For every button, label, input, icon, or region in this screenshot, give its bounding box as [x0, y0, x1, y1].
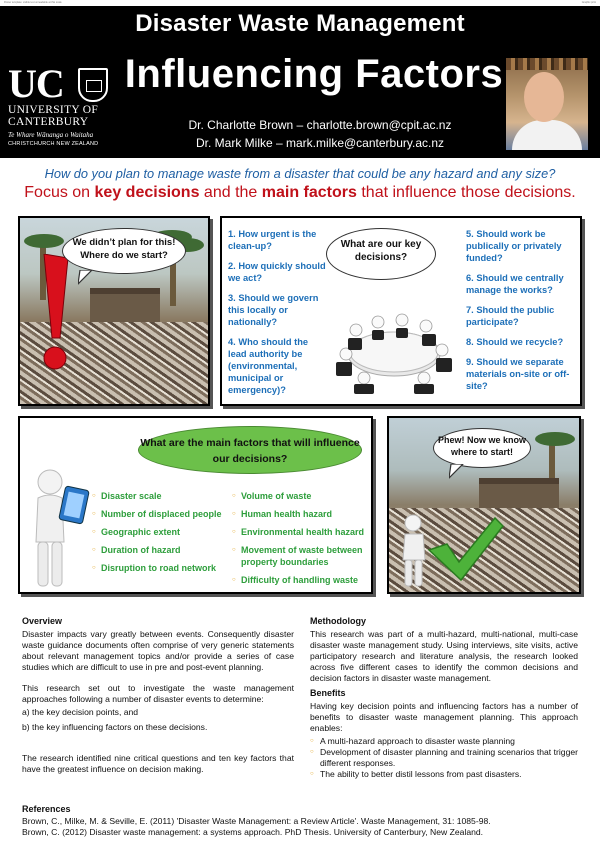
panel-disaster-scene: [18, 216, 210, 406]
factor-item: ○ Duration of hazard: [92, 544, 232, 556]
authors: [160, 116, 480, 152]
poster-header: [0, 6, 600, 158]
methodology-benefits-section: [310, 616, 578, 780]
logo-letters: UC: [8, 61, 64, 106]
focus-key-decisions: key decisions: [94, 184, 200, 201]
author-1: Dr. Charlotte Brown – charlotte.brown@cpit.ac.nz: [188, 118, 452, 132]
meeting-table-icon: [334, 292, 454, 396]
overview-paragraph-2: This research set out to investigate the waste management approaches following a number of disaster events to determine:: [22, 683, 294, 704]
logo-city: CHRISTCHURCH NEW ZEALAND: [8, 141, 99, 147]
references-section: [22, 804, 582, 839]
overview-paragraph-1: Disaster impacts vary greatly between events. Consequently disaster waste guidance documents often comprise of very generic statements about relevant management topics and/or provide a series of case studies which are difficult to use in pre and post-event planning.: [22, 629, 294, 672]
factor-item: ○ Volume of waste: [232, 490, 370, 502]
speech-bubble-start: We didn’t plan for this! Where do we start?: [62, 228, 186, 274]
factors-left-list: [92, 490, 232, 580]
crest-icon: [78, 68, 108, 102]
overview-section: [22, 616, 294, 785]
factors-right-list: [232, 490, 370, 592]
focus-mid: and the: [199, 184, 262, 201]
bubble-tail-icon: [78, 270, 98, 286]
university-logo: [8, 61, 120, 154]
focus-post: that influence those decisions.: [356, 184, 576, 201]
intro-question: How do you plan to manage waste from a disaster that could be any hazard and any size?: [44, 166, 556, 181]
benefits-list: [310, 736, 578, 780]
benefits-paragraph: Having key decision points and influencing factors has a number of benefits to disaster waste management planning. This approach enables:: [310, 701, 578, 733]
speech-bubble-factors: What are the main factors that will influence our decisions?: [138, 426, 362, 474]
benefit-item: ○ A multi-hazard approach to disaster waste planning: [310, 736, 578, 747]
panel-main-factors: [18, 416, 373, 594]
person-with-tablet-icon: [28, 468, 92, 590]
question-item: 3. Should we govern this locally or nationally?: [228, 293, 319, 327]
question-item: 1. How urgent is the clean-up?: [228, 229, 317, 251]
factor-item: ○ Human health hazard: [232, 508, 370, 520]
factor-item: ○ Movement of waste between property boundaries: [232, 544, 370, 568]
shirt-graphic: [512, 120, 582, 150]
factor-item: ○ Geographic extent: [92, 526, 232, 538]
speech-bubble-phew: Phew! Now we know where to start!: [433, 428, 531, 468]
question-item: 7. Should the public participate?: [466, 305, 555, 327]
question-item: 5. Should work be publically or privately funded?: [466, 229, 562, 263]
author-2: Dr. Mark Milke – mark.milke@canterbury.ac.nz: [195, 136, 444, 150]
reference-2: Brown, C. (2012) Disaster waste management: a systems approach. PhD Thesis. University of Canterbury, New Zealand.: [22, 827, 484, 837]
overview-paragraph-3: The research identified nine critical questions and ten key factors that have the greatest influence on decision making.: [22, 753, 294, 774]
focus-main-factors: main factors: [261, 184, 357, 201]
overview-point-a: a) the key decision points, and: [22, 707, 139, 717]
benefit-item: ○ Development of disaster planning and training scenarios that trigger different responses.: [310, 747, 578, 769]
question-item: 8. Should we recycle?: [466, 337, 564, 347]
benefit-item: ○ The ability to better distil lessons from past disasters.: [310, 769, 578, 780]
panel-key-decisions: [220, 216, 582, 406]
author-photo: [506, 58, 588, 150]
focus-pre: Focus on: [24, 184, 95, 201]
overview-heading: Overview: [22, 616, 63, 626]
bubble-tail-icon: [449, 464, 467, 480]
factor-item: ○ Difficulty of handling waste: [232, 574, 370, 586]
reference-1: Brown, C., Milke, M. & Seville, E. (2011) 'Disaster Waste Management: a Review Article'. Waste Management, 31: 1085-98.: [22, 815, 491, 826]
top-note-right: Graphic print: [581, 1, 596, 4]
overview-point-b: b) the key influencing factors on these decisions.: [22, 722, 208, 732]
bookshelf-graphic: [506, 58, 588, 70]
logo-maori-name: Te Whare Wānanga o Waitaha: [8, 131, 94, 139]
logo-university-name: UNIVERSITY OF CANTERBURY: [8, 104, 99, 128]
poster-title-line1: Disaster Waste Management: [135, 10, 465, 37]
top-note-left: Poster template: visible text unreadable at this scale: [4, 1, 62, 4]
factor-item: ○ Environmental health hazard: [232, 526, 370, 538]
factor-item: ○ Disaster scale: [92, 490, 232, 502]
intro-focus: [0, 184, 600, 202]
question-item: 9. Should we separate materials on-site or off-site?: [466, 357, 570, 391]
exclamation-icon: [38, 254, 72, 374]
question-item: 6. Should we centrally manage the works?: [466, 273, 564, 295]
questions-left-list: [228, 228, 328, 404]
benefits-heading: Benefits: [310, 688, 346, 698]
questions-right-list: [466, 228, 576, 400]
references-heading: References: [22, 804, 71, 814]
question-item: 4. Who should the lead authority be (environmental, municipal or emergency)?: [228, 337, 309, 395]
checkmark-icon: [425, 514, 505, 584]
methodology-paragraph: This research was part of a multi-hazard, multi-national, multi-case disaster waste management study. Using interviews, site visits, active participatory research and literature analysis, the research looked across five different cases to identify the common decisions and decision factors in disaster waste management.: [310, 629, 578, 683]
factor-item: ○ Disruption to road network: [92, 562, 232, 574]
panel-resolution: [387, 416, 581, 594]
methodology-heading: Methodology: [310, 616, 366, 626]
factor-item: ○ Number of displaced people: [92, 508, 232, 520]
question-item: 2. How quickly should we act?: [228, 261, 326, 283]
face-graphic: [524, 72, 564, 122]
poster-title-line2: Influencing Factors: [124, 52, 504, 96]
speech-bubble-decisions: What are our key decisions?: [326, 228, 436, 280]
